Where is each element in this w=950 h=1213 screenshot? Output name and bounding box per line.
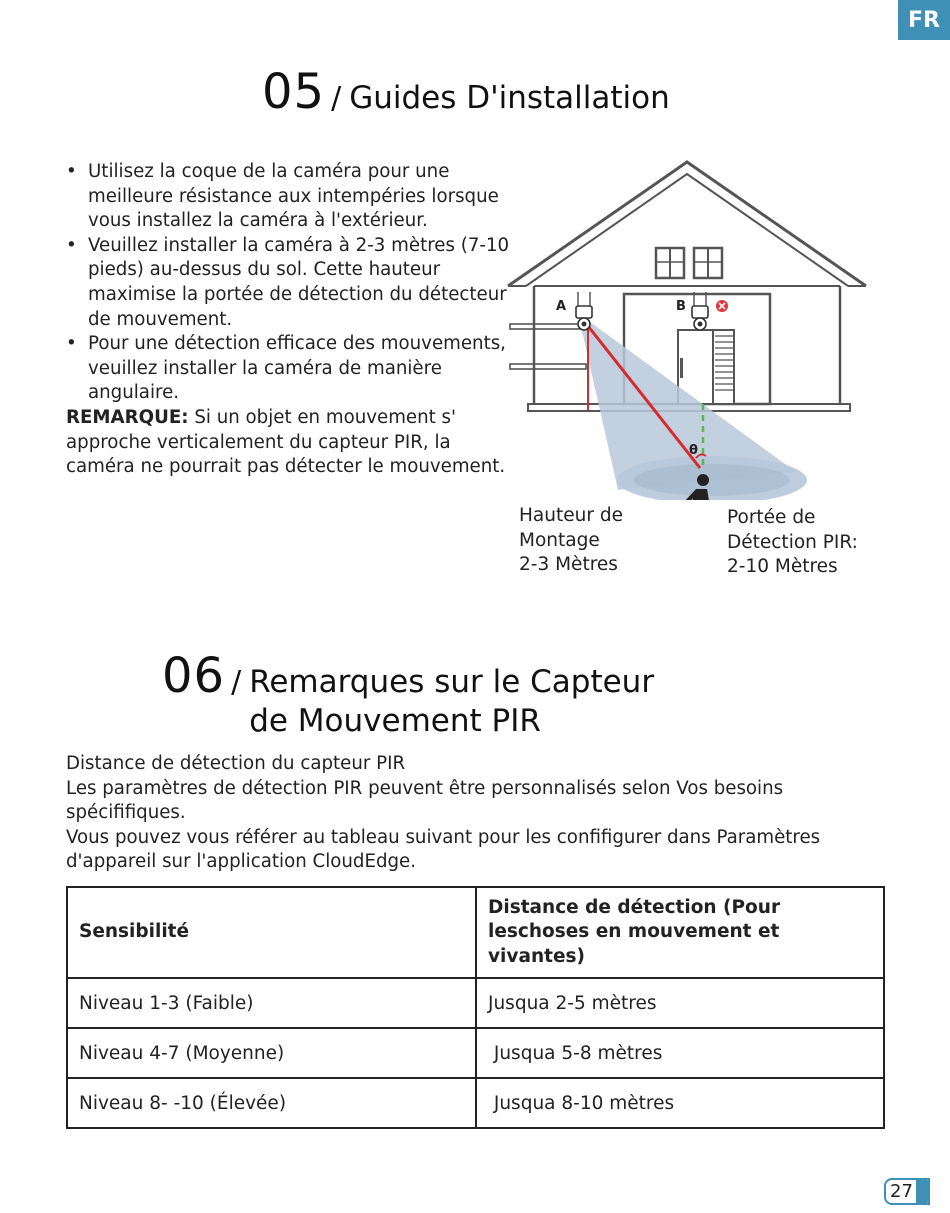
bullet-item: • Pour une détection efficace des mouvements, veuillez installer la caméra de manière angulaire. (66, 332, 511, 406)
ledge (510, 364, 586, 369)
page-number-text: 27 (890, 1181, 913, 1202)
page-number (884, 1178, 930, 1205)
section-heading (249, 663, 654, 741)
camera-b-icon (692, 292, 708, 330)
note-label: REMARQUE: (66, 406, 189, 428)
camera-a-label: A (556, 299, 567, 314)
table-cell: Niveau 4-7 (Moyenne) (67, 1028, 476, 1078)
heading-line: Remarques sur le Capteur (249, 664, 655, 700)
table-row (67, 1078, 884, 1128)
caption-line: Portée de (727, 507, 816, 528)
table-header-cell: Distance de détection (Pour leschoses en mouvement et vivantes) (476, 887, 884, 978)
table-row (67, 1028, 884, 1078)
section-06-title (162, 648, 654, 741)
section-05-title (262, 64, 670, 120)
title-slash: / (331, 81, 342, 116)
section-number: 05 (262, 64, 326, 120)
section-number: 06 (162, 648, 226, 704)
note (66, 406, 511, 480)
paragraph: Les paramètres de détection PIR peuvent être personnalisés selon Vos besoins spécififiques. (66, 777, 784, 824)
theta-label: θ (689, 443, 698, 458)
section-heading: Guides D'installation (349, 80, 670, 116)
caption-line: 2-10 Mètres (727, 556, 838, 577)
caption-line: 2-3 Mètres (519, 554, 618, 575)
camera-b-label: B (676, 299, 686, 314)
title-slash: / (231, 665, 242, 700)
paragraph: Vous pouvez vous référer au tableau suivant pour les confifigurer dans Paramètres d'appareil sur l'application CloudEdge. (66, 826, 821, 873)
camera-a-icon (576, 292, 592, 330)
caption-line: Hauteur de (519, 505, 623, 526)
table-cell: Jusqua 5-8 mètres (476, 1028, 884, 1078)
mounting-height-caption (519, 504, 623, 578)
house-roof (508, 162, 866, 286)
table-cell: Niveau 8- -10 (Élevée) (67, 1078, 476, 1128)
bullet-item: • Veuillez installer la caméra à 2-3 mètres (7-10 pieds) au-dessus du sol. Cette hauteur maximise la portée de détection du détecteur de mouvement. (66, 234, 511, 332)
caption-line: Montage (519, 529, 600, 551)
installation-instructions (66, 160, 511, 480)
language-tab: FR (898, 0, 950, 40)
table-cell: Niveau 1-3 (Faible) (67, 978, 476, 1028)
table-header-row (67, 887, 884, 978)
sensitivity-table (66, 886, 885, 1129)
table-row (67, 978, 884, 1028)
heading-line: de Mouvement PIR (249, 703, 541, 739)
pir-range-caption (727, 506, 858, 580)
bullet-item: • Utilisez la coque de la caméra pour une meilleure résistance aux intempéries lorsque vous installez la caméra à l'extérieur. (66, 160, 511, 234)
cross-icon (716, 300, 728, 312)
caption-line: Détection PIR: (727, 531, 858, 553)
ledge (510, 324, 586, 329)
table-cell: Jusqua 2-5 mètres (476, 978, 884, 1028)
installation-diagram (500, 150, 880, 500)
paragraph: Distance de détection du capteur PIR (66, 753, 406, 774)
table-cell: Jusqua 8-10 mètres (476, 1078, 884, 1128)
pir-description (66, 752, 886, 875)
table-header-cell: Sensibilité (67, 887, 476, 978)
note-text: Si un objet en mouvement s' approche verticalement du capteur PIR, la caméra ne pourrait pas détecter le mouvement. (66, 406, 506, 478)
house-roof-inner (526, 174, 848, 286)
